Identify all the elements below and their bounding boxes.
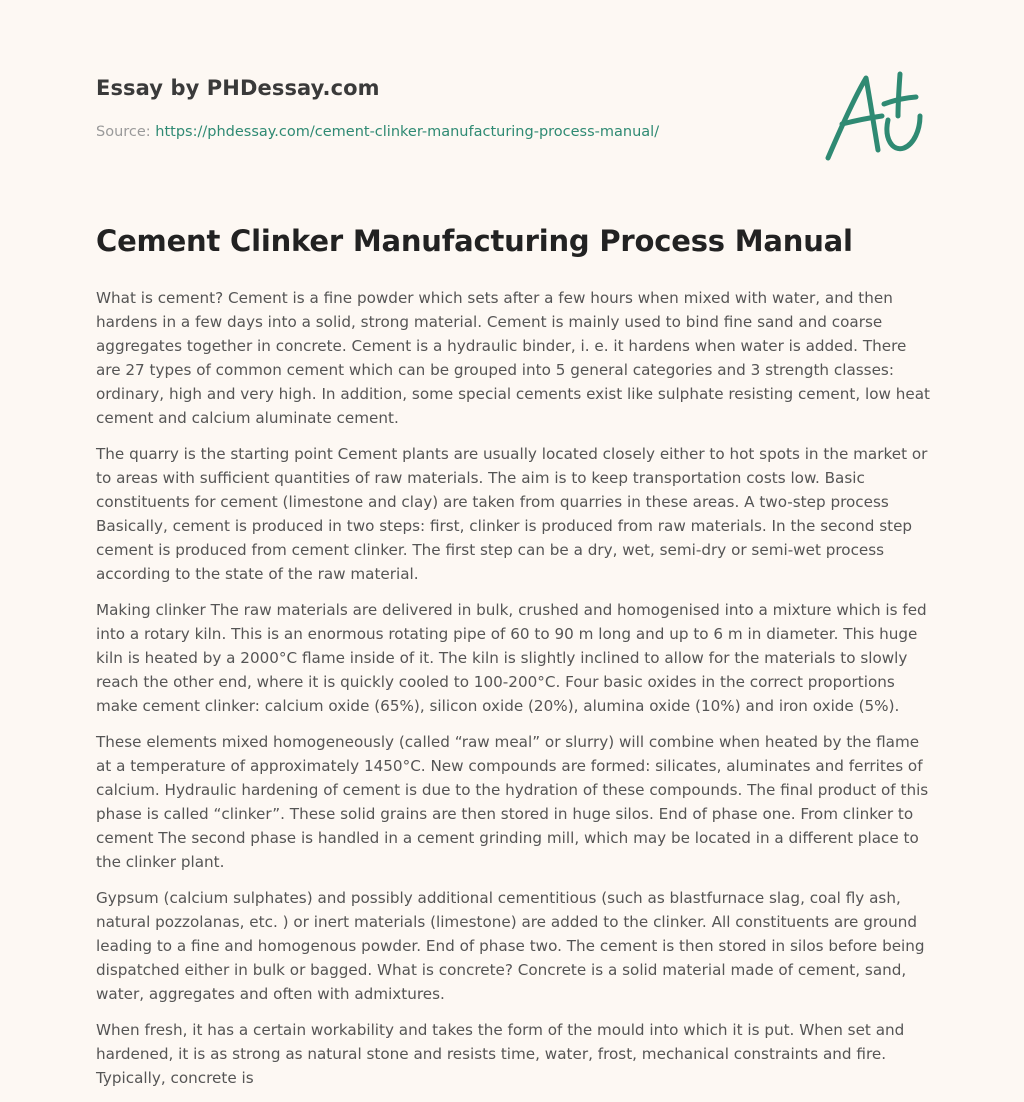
essay-paragraph: When fresh, it has a certain workability and takes the form of the mould into which it is put. When set and hardened, it is as strong as natural stone and resists time, water, frost, mechanical constraints and fire. Typically, concrete is (96, 1021, 905, 1087)
a-plus-grade-icon (818, 64, 930, 168)
source-link[interactable]: https://phdessay.com/cement-clinker-manufacturing-process-manual/ (155, 124, 660, 140)
essay-body (96, 286, 930, 1102)
essay-paragraph: These elements mixed homogeneously (called “raw meal” or slurry) will combine when heated by the flame at a temperature of approximately 1450°C. New compounds are formed: silicates, aluminates and ferrites of calcium. Hydraulic hardening of cement is due to the hydration of these compounds. The final product of this phase is called “clinker”. These solid grains are then stored in huge silos. End of phase one. From clinker to cement The second phase is handled in a cement grinding mill, which may be located in a different place to the clinker plant. (96, 733, 929, 871)
essay-paragraph: Making clinker The raw materials are delivered in bulk, crushed and homogenised into a mixture which is fed into a rotary kiln. This is an enormous rotating pipe of 60 to 90 m long and up to 6 m in diameter. This huge kiln is heated by a 2000°C flame inside of it. The kiln is slightly inclined to allow for the materials to slowly reach the other end, where it is quickly cooled to 100-200°C. Four basic oxides in the correct proportions make cement clinker: calcium oxide (65%), silicon oxide (20%), alumina oxide (10%) and iron oxide (5%). (96, 601, 927, 715)
essay-title: Cement Clinker Manufacturing Process Manual (96, 224, 853, 258)
essay-paragraph: Gypsum (calcium sulphates) and possibly additional cementitious (such as blastfurnace slag, coal fly ash, natural pozzolanas, etc. ) or inert materials (limestone) are added to the clinker. All constituents are ground leading to a fine and homogenous powder. End of phase two. The cement is then stored in silos before being dispatched either in bulk or bagged. What is concrete? Concrete is a solid material made of cement, sand, water, aggregates and often with admixtures. (96, 889, 925, 1003)
source-line (96, 124, 659, 140)
site-brand: Essay by PHDessay.com (96, 76, 380, 100)
essay-paragraph: The quarry is the starting point Cement plants are usually located closely either to hot spots in the market or to areas with sufficient quantities of raw materials. The aim is to keep transportation costs low. Basic constituents for cement (limestone and clay) are taken from quarries in these areas. A two-step process Basically, cement is produced in two steps: first, clinker is produced from raw materials. In the second step cement is produced from cement clinker. The first step can be a dry, wet, semi-dry or semi-wet process according to the state of the raw material. (96, 445, 928, 583)
source-label: Source: (96, 124, 151, 140)
essay-paragraph: What is cement? Cement is a fine powder which sets after a few hours when mixed with water, and then hardens in a few days into a solid, strong material. Cement is mainly used to bind fine sand and coarse aggregates together in concrete. Cement is a hydraulic binder, i. e. it hardens when water is added. There are 27 types of common cement which can be grouped into 5 general categories and 3 strength classes: ordinary, high and very high. In addition, some special cements exist like sulphate resisting cement, low heat cement and calcium aluminate cement. (96, 289, 931, 427)
